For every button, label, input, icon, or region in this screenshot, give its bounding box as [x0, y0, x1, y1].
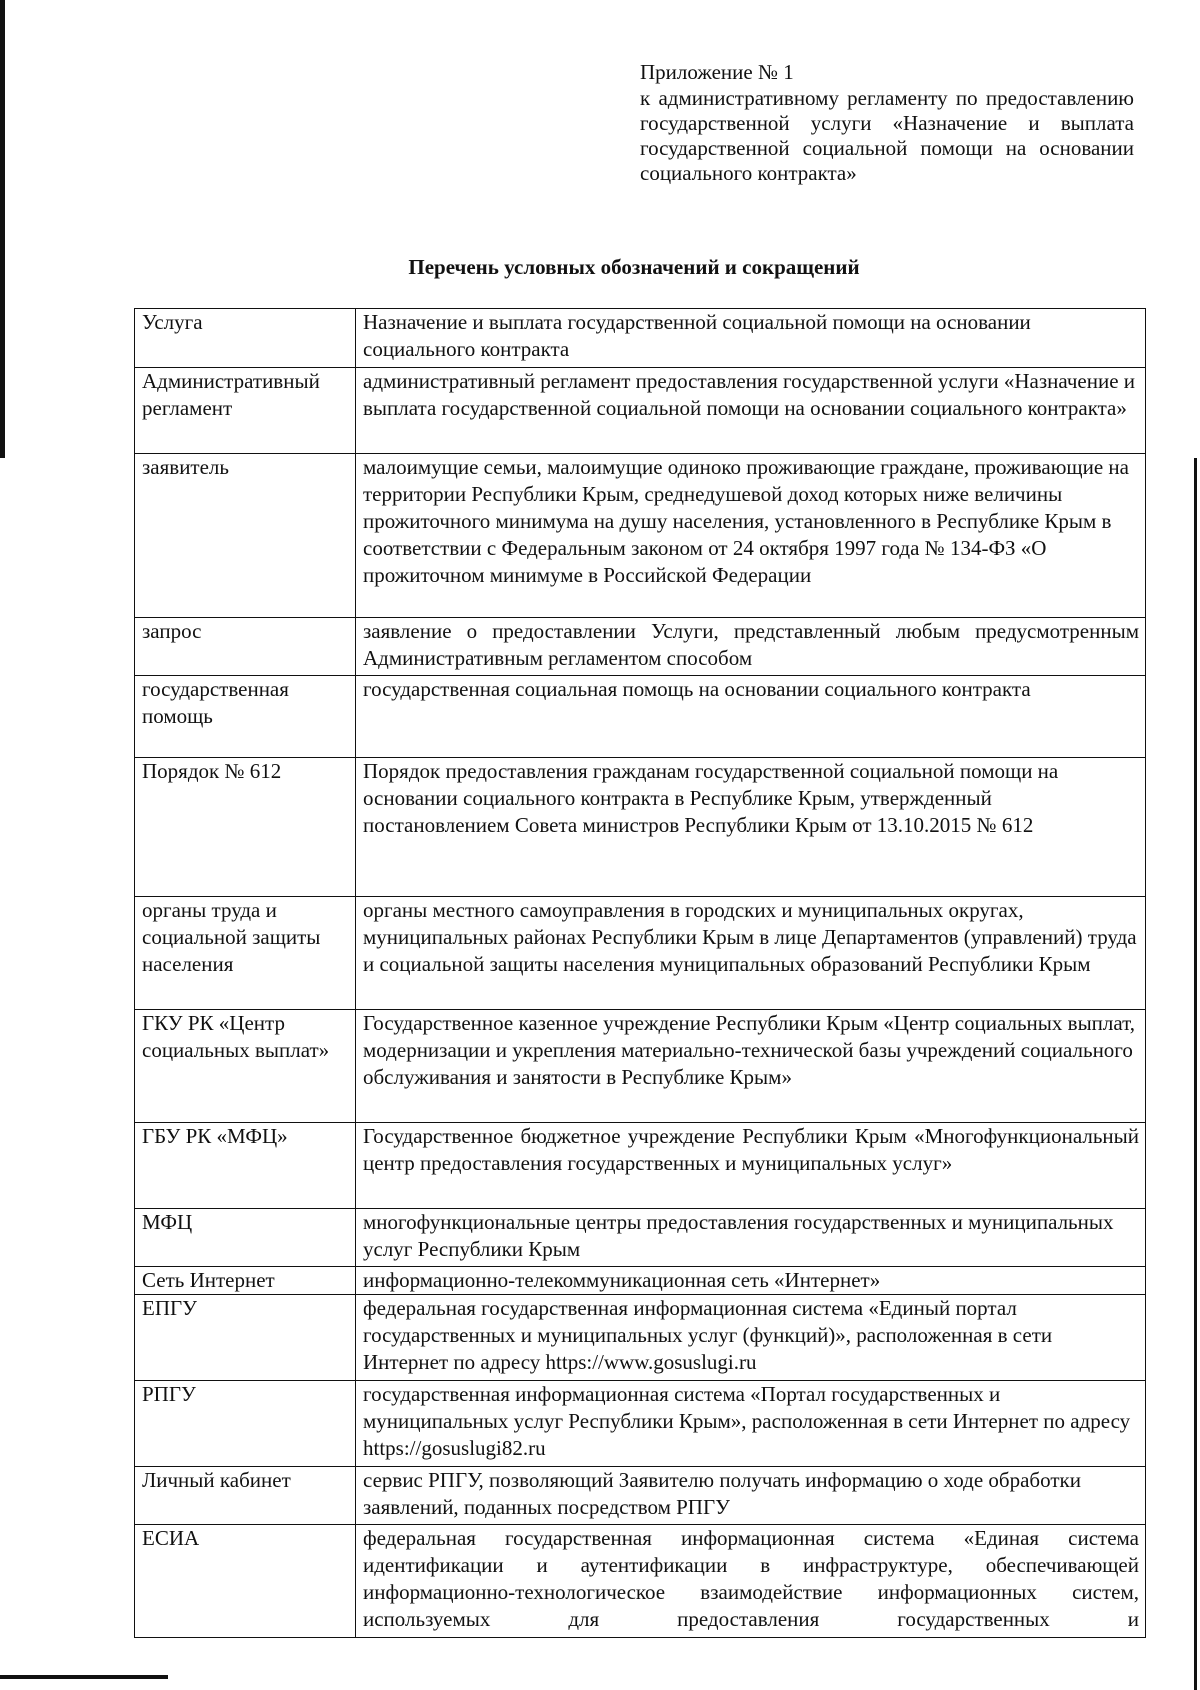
- term-cell: ЕПГУ: [135, 1295, 356, 1381]
- definition-cell: сервис РПГУ, позволяющий Заявителю получать информацию о ходе обработки заявлений, поданных посредством РПГУ: [356, 1467, 1146, 1525]
- definition-cell: Государственное бюджетное учреждение Республики Крым «Многофункциональный центр предоставления государственных и муниципальных услуг»: [356, 1123, 1146, 1209]
- term-cell: государственная помощь: [135, 676, 356, 758]
- term-cell: МФЦ: [135, 1209, 356, 1267]
- definition-cell: государственная социальная помощь на основании социального контракта: [356, 676, 1146, 758]
- scan-edge-mark-right: [1194, 458, 1197, 1690]
- definition-cell: федеральная государственная информационная система «Единый портал государственных и муниципальных услуг (функций)», расположенная в сети Интернет по адресу https://www.gosuslugi.ru: [356, 1295, 1146, 1381]
- term-cell: заявитель: [135, 454, 356, 618]
- table-row: [135, 1123, 1146, 1209]
- term-cell: ГБУ РК «МФЦ»: [135, 1123, 356, 1209]
- term-cell: Личный кабинет: [135, 1467, 356, 1525]
- appendix-text: к административному регламенту по предоставлению государственной услуги «Назначение и выплата государственной социальной помощи на основании социального контракта»: [640, 86, 1134, 185]
- table-row: [135, 1381, 1146, 1467]
- scan-edge-mark-bottom: [0, 1675, 168, 1679]
- table-row: [135, 1467, 1146, 1525]
- appendix-number: Приложение № 1: [640, 60, 794, 84]
- table-row: [135, 1267, 1146, 1295]
- table-row: [135, 676, 1146, 758]
- table-row: [135, 1010, 1146, 1123]
- term-cell: Сеть Интернет: [135, 1267, 356, 1295]
- abbreviations-table: [134, 308, 1146, 1638]
- term-cell: Услуга: [135, 309, 356, 368]
- term-cell: Порядок № 612: [135, 758, 356, 897]
- definition-cell: федеральная государственная информационная система «Единая система идентификации и аутентификации в инфраструктуре, обеспечивающей информационно-технологическое взаимодействие информационных систем, используемых для предоставления государственных и: [356, 1525, 1146, 1638]
- term-cell: РПГУ: [135, 1381, 356, 1467]
- definition-cell: органы местного самоуправления в городских и муниципальных округах, муниципальных районах Республики Крым в лице Департаментов (управлений) труда и социальной защиты населения муниципальных образований Республики Крым: [356, 897, 1146, 1010]
- term-cell: ЕСИА: [135, 1525, 356, 1638]
- definition-cell: Порядок предоставления гражданам государственной социальной помощи на основании социального контракта в Республике Крым, утвержденный постановлением Совета министров Республики Крым от 13.10.2015 № 612: [356, 758, 1146, 897]
- definition-cell: Назначение и выплата государственной социальной помощи на основании социального контракта: [356, 309, 1146, 368]
- table-row: [135, 1295, 1146, 1381]
- term-cell: органы труда и социальной защиты населения: [135, 897, 356, 1010]
- definition-cell: заявление о предоставлении Услуги, представленный любым предусмотренным Административным регламентом способом: [356, 618, 1146, 676]
- table-row: [135, 758, 1146, 897]
- definition-cell: малоимущие семьи, малоимущие одиноко проживающие граждане, проживающие на территории Республики Крым, среднедушевой доход которых ниже величины прожиточного минимума на душу населения, установленного в Республике Крым в соответствии с Федеральным законом от 24 октября 1997 года № 134-ФЗ «О прожиточном минимуме в Российской Федерации: [356, 454, 1146, 618]
- table-row: [135, 454, 1146, 618]
- page-title: Перечень условных обозначений и сокращений: [408, 255, 860, 279]
- table-row: [135, 368, 1146, 454]
- table-row: [135, 309, 1146, 368]
- definition-cell: Государственное казенное учреждение Республики Крым «Центр социальных выплат, модернизации и укрепления материально-технической базы учреждений социального обслуживания и занятости в Республике Крым»: [356, 1010, 1146, 1123]
- definition-cell: государственная информационная система «Портал государственных и муниципальных услуг Республики Крым», расположенная в сети Интернет по адресу https://gosuslugi82.ru: [356, 1381, 1146, 1467]
- table-row: [135, 618, 1146, 676]
- term-cell: ГКУ РК «Центр социальных выплат»: [135, 1010, 356, 1123]
- definition-cell: административный регламент предоставления государственной услуги «Назначение и выплата государственной социальной помощи на основании социального контракта»: [356, 368, 1146, 454]
- table-row: [135, 1209, 1146, 1267]
- appendix-header: [640, 60, 1134, 186]
- term-cell: Административный регламент: [135, 368, 356, 454]
- definition-cell: информационно-телекоммуникационная сеть «Интернет»: [356, 1267, 1146, 1295]
- table-row: [135, 1525, 1146, 1638]
- table-row: [135, 897, 1146, 1010]
- definition-cell: многофункциональные центры предоставления государственных и муниципальных услуг Республики Крым: [356, 1209, 1146, 1267]
- scan-edge-mark-left: [0, 0, 5, 458]
- term-cell: запрос: [135, 618, 356, 676]
